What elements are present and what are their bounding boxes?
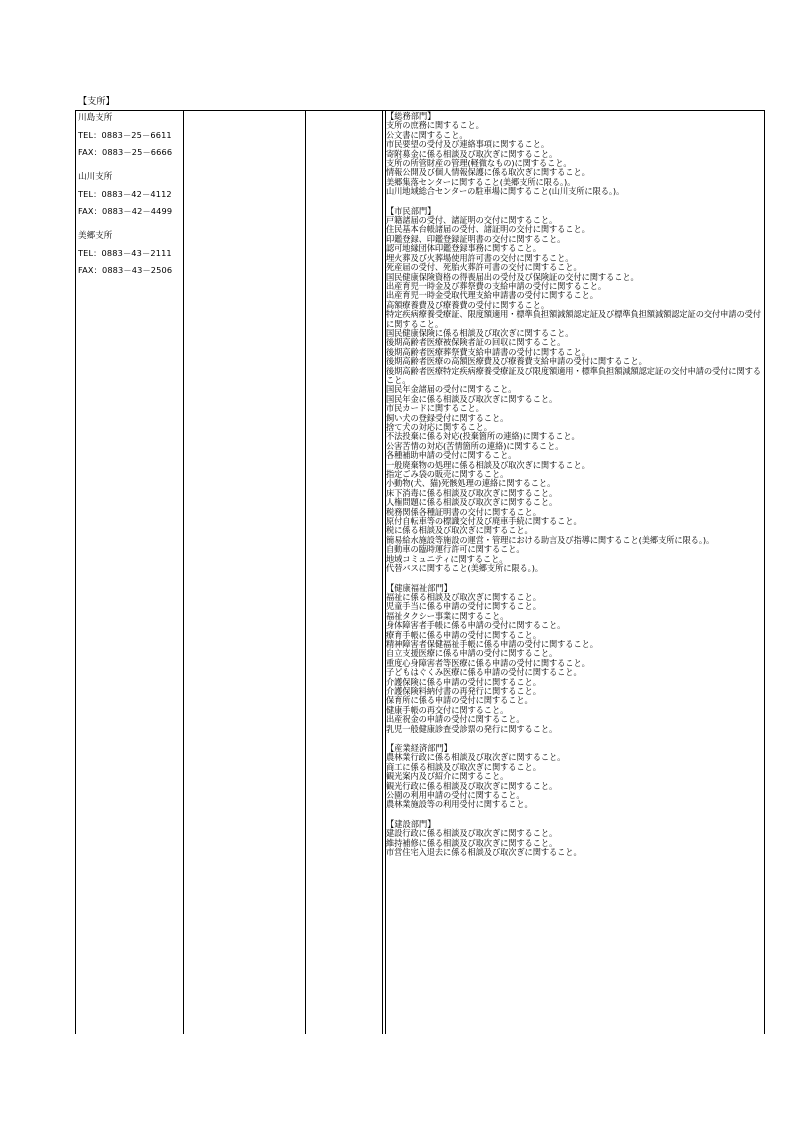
duty-item: 国民健康保険に係る相談及び取次ぎに関すること。 bbox=[386, 327, 574, 338]
duty-item: 簡易給水施設等施設の運営・管理における助言及び指導に関すること(美郷支所に限る。)。 bbox=[386, 534, 715, 545]
duty-item: 支所の庶務に関すること。 bbox=[386, 120, 484, 131]
duty-item: 税務関係各種証明書の交付に関すること。 bbox=[386, 506, 541, 517]
duty-item: 市民カードに関すること。 bbox=[386, 403, 484, 414]
duty-item: 死産届の受付、死胎火葬許可書の交付に関すること。 bbox=[386, 262, 582, 273]
duty-item: 支所の所管財産の管理(軽微なもの)に関すること。 bbox=[386, 158, 572, 169]
duty-item: 福祉タクシー事業に関すること。 bbox=[386, 610, 509, 621]
duty-item: 農林業施設等の利用受付に関すること。 bbox=[386, 799, 533, 810]
duty-item: 後期高齢者医療特定疾病療養受療証及び限度額適用・標準負担額減額認定証の交付申請の受付に関すること。 bbox=[386, 365, 761, 385]
column-divider bbox=[183, 111, 184, 1034]
duty-item: 公文書に関すること。 bbox=[386, 129, 468, 140]
duty-item: 寄附募金に係る相談及び取次ぎに関すること。 bbox=[386, 148, 558, 159]
department-section bbox=[386, 584, 763, 735]
department-title: 【健康福祉部門】 bbox=[386, 582, 452, 593]
duty-item: 飼い犬の登録受付に関すること。 bbox=[386, 412, 509, 423]
duty-item: 出産祝金の申請の受付に関すること。 bbox=[386, 714, 525, 725]
office-name: 美郷支所 bbox=[78, 231, 113, 241]
duty-item: 公園の利用申請の受付に関すること。 bbox=[386, 790, 525, 801]
duty-item: 指定ごみ袋の販売に関すること。 bbox=[386, 469, 509, 480]
duty-item: 認可地縁団体印鑑登録事務に関すること。 bbox=[386, 243, 541, 254]
duty-item: 市営住宅入退去に係る相談及び取次ぎに関すること。 bbox=[386, 847, 582, 858]
department-section bbox=[386, 112, 763, 197]
office-name: 川島支所 bbox=[78, 113, 113, 123]
duty-item: 人権問題に係る相談及び取次ぎに関すること。 bbox=[386, 497, 558, 508]
duty-item: 地域コミュニティに関すること。 bbox=[386, 553, 508, 564]
duty-item: 自立支援医療に係る申請の受付に関すること。 bbox=[386, 648, 558, 659]
office-tel: TEL：0883－25－6611 bbox=[78, 130, 172, 140]
duty-item: 公害苦情の対応(苦情箇所の連絡)に関すること。 bbox=[386, 440, 564, 451]
duty-item: 埋火葬及び火葬場使用許可書の交付に関すること。 bbox=[386, 252, 574, 263]
duty-item: 児童手当に係る申請の受付に関すること。 bbox=[386, 601, 541, 612]
office-tel: TEL：0883－42－4112 bbox=[78, 189, 172, 199]
duty-item: 高額療養費及び療養費の受付に関すること。 bbox=[386, 299, 550, 310]
duty-item: 後期高齢者医療葬祭費支給申請書の受付に関すること。 bbox=[386, 346, 590, 357]
duty-item: 山川地域総合センターの駐車場に関すること(山川支所に限る。)。 bbox=[386, 186, 625, 197]
duty-item: 国民年金諸届の受付に関すること。 bbox=[386, 384, 517, 395]
duty-item: 美郷集落センターに関すること(美郷支所に限る。)。 bbox=[386, 176, 576, 187]
duty-item: 保育所に係る申請の受付に関すること。 bbox=[386, 695, 533, 706]
duty-list bbox=[386, 112, 763, 867]
duty-item: 後期高齢者医療の高額医療費及び療養費支給申請の受付に関すること。 bbox=[386, 356, 647, 367]
office-fax: FAX：0883－42－4499 bbox=[78, 206, 173, 216]
duty-item: 乳児一般健康診査受診票の発行に関すること。 bbox=[386, 723, 558, 734]
duty-item: 一般廃棄物の処理に係る相談及び取次ぎに関すること。 bbox=[386, 459, 590, 470]
duty-item: 精神障害者保健福祉手帳に係る申請の受付に関すること。 bbox=[386, 638, 598, 649]
duty-item: 特定疾病療養受療証、限度額適用・標準負担額減額認定証及び標準負担額減額認定証の交付申請の受付に関すること。 bbox=[386, 309, 761, 329]
duty-item: 住民基本台帳諸届の受付、諸証明の交付に関すること。 bbox=[386, 224, 590, 235]
duty-item: 床下消毒に係る相談及び取次ぎに関すること。 bbox=[386, 487, 558, 498]
duty-item: 健康手帳の再交付に関すること。 bbox=[386, 704, 509, 715]
duty-item: 福祉に係る相談及び取次ぎに関すること。 bbox=[386, 591, 541, 602]
department-section bbox=[386, 207, 763, 574]
duty-item: 税に係る相談及び取次ぎに関すること。 bbox=[386, 525, 533, 536]
duty-item: 療育手帳に係る申請の受付に関すること。 bbox=[386, 629, 541, 640]
office-block bbox=[78, 112, 182, 158]
department-title: 【市民部門】 bbox=[386, 205, 436, 216]
department-section bbox=[386, 820, 763, 858]
duty-item: 重度心身障害者等医療に係る申請の受付に関すること。 bbox=[386, 657, 590, 668]
duty-item: 出産育児一時金受取代理支給申請書の受付に関すること。 bbox=[386, 290, 598, 301]
duty-item: 後期高齢者医療被保険者証の回収に関すること。 bbox=[386, 337, 566, 348]
duty-item: 戸籍諸届の受付、諸証明の交付に関すること。 bbox=[386, 215, 558, 226]
duty-item: 子どもはぐくみ医療に係る申請の受付に関すること。 bbox=[386, 667, 582, 678]
column-divider bbox=[305, 111, 306, 1034]
office-block bbox=[78, 230, 182, 276]
duty-item: 維持補修に係る相談及び取次ぎに関すること。 bbox=[386, 837, 558, 848]
duty-item: 介護保険料納付書の再発行に関すること。 bbox=[386, 685, 541, 696]
duty-item: 国民年金に係る相談及び取次ぎに関すること。 bbox=[386, 393, 558, 404]
office-name: 山川支所 bbox=[78, 172, 113, 182]
office-fax: FAX：0883－25－6666 bbox=[78, 147, 173, 157]
duty-item: 観光行政に係る相談及び取次ぎに関すること。 bbox=[386, 780, 558, 791]
duty-item: 介護保険に係る申請の受付に関すること。 bbox=[386, 676, 541, 687]
duty-item: 出産育児一時金及び葬祭費の支給申請の受付に関すること。 bbox=[386, 280, 607, 291]
office-list bbox=[78, 112, 182, 289]
department-title: 【総務部門】 bbox=[386, 111, 436, 121]
duty-item: 印鑑登録、印鑑登録証明書の交付に関すること。 bbox=[386, 233, 566, 244]
department-title: 【建設部門】 bbox=[386, 818, 436, 829]
duty-item: 原付自転車等の標識交付及び廃車手続に関すること。 bbox=[386, 516, 582, 527]
duty-item: 身体障害者手帳に係る申請の受付に関すること。 bbox=[386, 620, 566, 631]
duty-item: 捨て犬の対応に関すること。 bbox=[386, 422, 492, 432]
duty-item: 小動物(犬、猫)死骸処理の連絡に関すること。 bbox=[386, 478, 556, 489]
office-tel: TEL：0883－43－2111 bbox=[78, 248, 172, 258]
duty-item: 建設行政に係る相談及び取次ぎに関すること。 bbox=[386, 828, 558, 839]
office-fax: FAX：0883－43－2506 bbox=[78, 265, 173, 275]
department-section bbox=[386, 744, 763, 810]
duty-item: 市民要望の受付及び連絡事項に関すること。 bbox=[386, 139, 550, 150]
duty-item: 自動車の臨時運行許可に関すること。 bbox=[386, 544, 525, 555]
page-heading: 【支所】 bbox=[78, 96, 115, 107]
duty-item: 国民健康保険資格の得喪届出の受付及び保険証の交付に関すること。 bbox=[386, 271, 639, 282]
column-divider bbox=[382, 111, 383, 1034]
duty-item: 代替バスに関すること(美郷支所に限る。)。 bbox=[386, 563, 543, 574]
duty-item: 観光案内及び紹介に関すること。 bbox=[386, 771, 509, 782]
duty-item: 農林業行政に係る相談及び取次ぎに関すること。 bbox=[386, 752, 566, 763]
duty-item: 不法投棄に係る対応(投棄箇所の連絡)に関すること。 bbox=[386, 431, 580, 442]
duty-item: 情報公開及び個人情報保護に係る取次ぎに関すること。 bbox=[386, 167, 590, 178]
duty-item: 各種補助申請の受付に関すること。 bbox=[386, 450, 517, 461]
office-block bbox=[78, 171, 182, 217]
duty-item: 商工に係る相談及び取次ぎに関すること。 bbox=[386, 761, 541, 772]
department-title: 【産業経済部門】 bbox=[386, 743, 452, 753]
